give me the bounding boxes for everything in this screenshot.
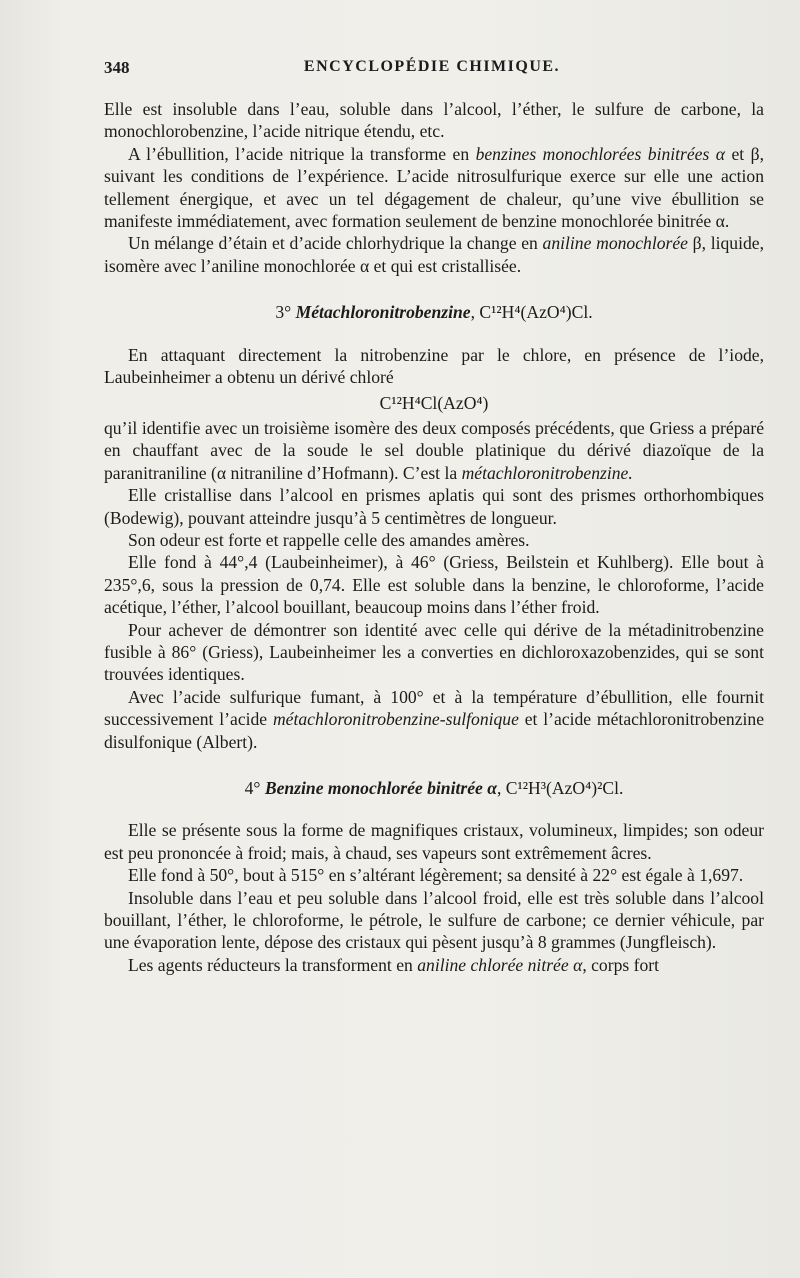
paragraph: A l’ébullition, l’acide nitrique la transforme en benzines monochlorées binitrées α et β, suivant les conditions de l’expérience. L’acide nitrosulfurique exerce sur elle une action tellement énergique, et avec un tel dégagement de chaleur, qu’une vive ébullition se manifeste immédiatement, avec formation seulement de benzine monochlorée binitrée α. [104,143,764,232]
paragraph: Insoluble dans l’eau et peu soluble dans l’alcool froid, elle est très soluble dans l’alcool bouillant, l’éther, le chloroforme, le pétrole, le sulfure de carbone; ce dernier véhicule, par une évaporation lente, dépose des cristaux qui pèsent jusqu’à 8 grammes (Jungfleisch). [104,887,764,953]
paragraph: Elle est insoluble dans l’eau, soluble dans l’alcool, l’éther, le sulfure de carbone, la monochlorobenzine, l’acide nitrique étendu, etc. [104,99,764,142]
paragraph: Elle cristallise dans l’alcool en prismes aplatis qui sont des prismes orthorhombiques (Bodewig), pouvant atteindre jusqu’à 5 centimètres de longueur. [104,485,764,528]
paragraph: Les agents réducteurs la transforment en aniline chlorée nitrée α, corps fort [128,954,660,975]
paragraph: Avec l’acide sulfurique fumant, à 100° et à la température d’ébullition, elle fournit successivement l’acide métachloronitrobenzine-sulfonique et l’acide métachloronitrobenzine disulfonique (Albert). [104,686,765,752]
section-heading: 4° Benzine monochlorée binitrée α, C¹²H³(AzO⁴)²Cl. [244,777,624,798]
page-number: 348 [104,58,130,77]
running-title: ENCYCLOPÉDIE CHIMIQUE. [303,58,561,75]
paragraph: Pour achever de démontrer son identité avec celle qui dérive de la métadinitrobenzine fusible à 86° (Griess), Laubeinheimer les a converties en dichloroxazobenzides, qui se sont trouvées identiques. [104,619,764,685]
body-text [104,98,764,976]
page-header [104,58,760,82]
paragraph: Elle fond à 50°, bout à 515° en s’altérant légèrement; sa densité à 22° est égale à 1,697. [128,865,744,886]
paragraph: En attaquant directement la nitrobenzine par le chlore, en présence de l’iode, Laubeinheimer a obtenu un dérivé chloré [104,344,764,388]
paragraph: qu’il identifie avec un troisième isomère des deux composés précédents, que Griess a préparé en chauffant avec de la soude le sel double platinique du dérivé diazoïque de la paranitraniline (α nitraniline d’Hofmann). C’est la métachloronitrobenzine. [104,417,764,483]
paragraph: Son odeur est forte et rappelle celle des amandes amères. [128,529,530,550]
paragraph: Un mélange d’étain et d’acide chlorhydrique la change en aniline monochlorée β, liquide, isomère avec l’aniline monochlorée α et qui est cristallisée. [104,233,764,276]
chemical-formula: C¹²H⁴Cl(AzO⁴) [379,393,489,414]
paragraph: Elle fond à 44°,4 (Laubeinheimer), à 46° (Griess, Beilstein et Kuhlberg). Elle bout à 235°,6, sous la pression de 0,74. Elle est soluble dans la benzine, le chloroforme, l’acide acétique, l’éther, l’alcool bouillant, beaucoup moins dans l’éther froid. [104,552,764,618]
section-heading: 3° Métachloronitrobenzine, C¹²H⁴(AzO⁴)Cl. [275,302,593,323]
paragraph: Elle se présente sous la forme de magnifiques cristaux, volumineux, limpides; son odeur est peu prononcée à froid; mais, à chaud, ses vapeurs sont extrêmement âcres. [104,820,764,863]
